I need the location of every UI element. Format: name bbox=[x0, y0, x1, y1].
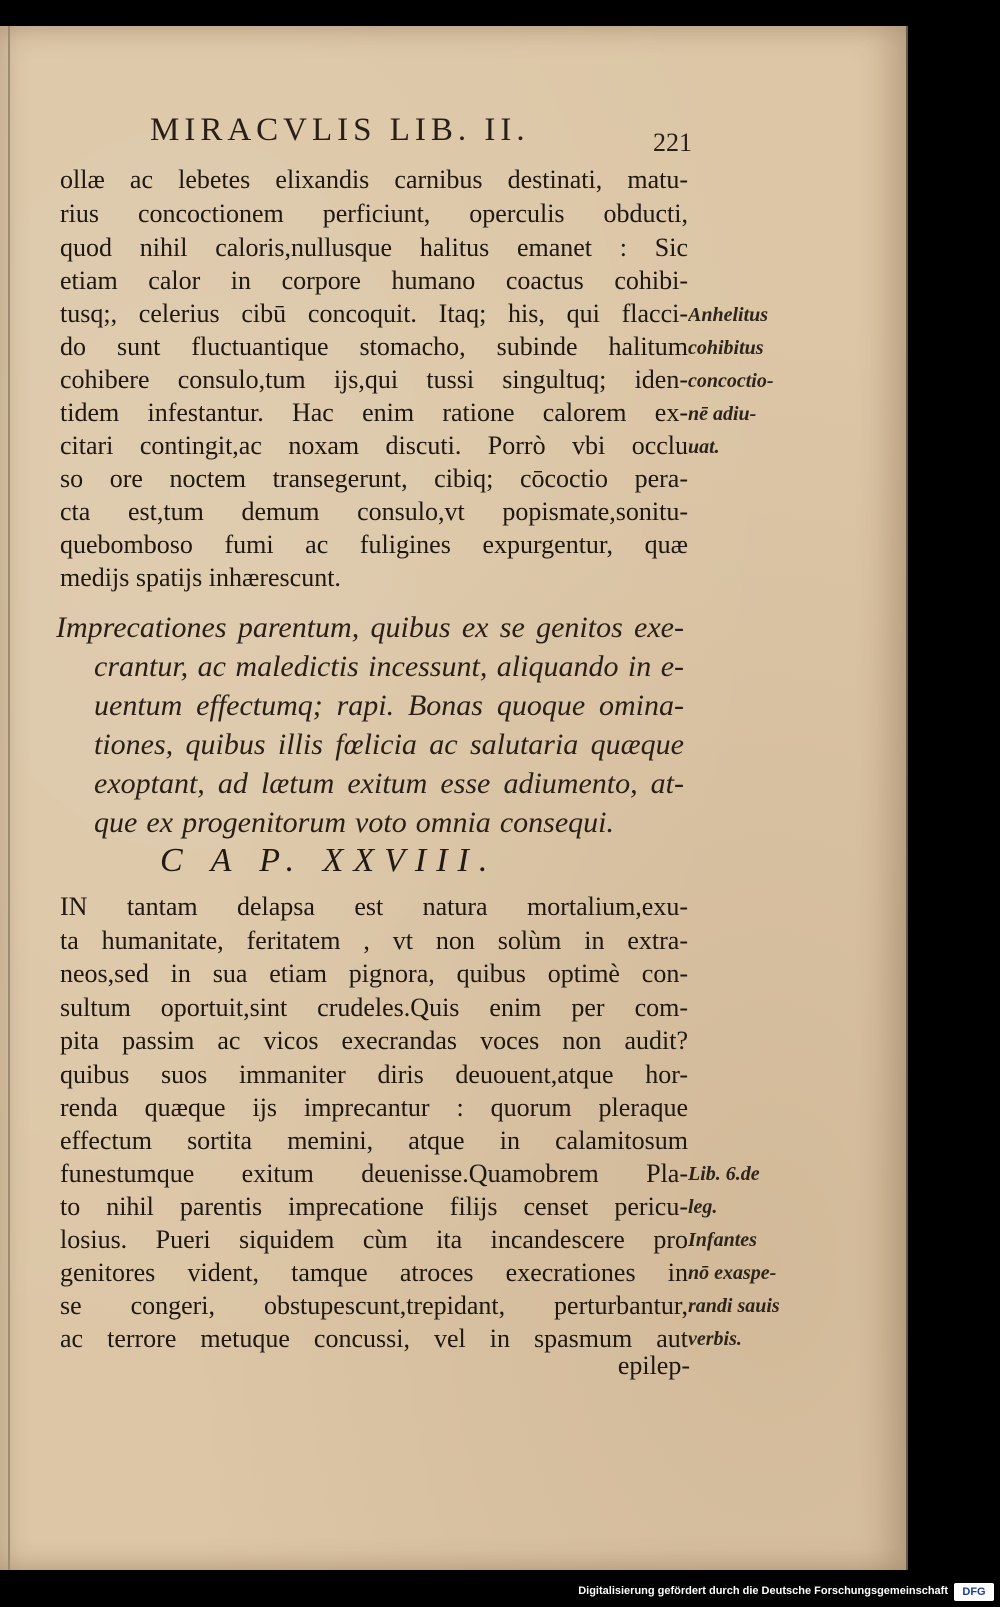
body-line: quibus suos immaniter diris deuouent,atque hor- bbox=[60, 1060, 688, 1089]
margin-note: Infantes bbox=[688, 1229, 757, 1251]
margin-note: leg. bbox=[688, 1196, 718, 1218]
margin-note: concoctio- bbox=[688, 370, 774, 392]
margin-note: uat. bbox=[688, 436, 720, 458]
margin-note: Anhelitus bbox=[688, 304, 769, 326]
summary-line: uentum effectumq; rapi. Bonas quoque omina- bbox=[94, 689, 684, 722]
body-line: IN tantam delapsa est natura mortalium,exu- bbox=[60, 892, 688, 921]
margin-note: randi sauis bbox=[688, 1295, 780, 1317]
body-line: do sunt fluctuantique stomacho, subinde halitum bbox=[60, 332, 688, 361]
body-line: funestumque exitum deuenisse.Quamobrem Pla- bbox=[60, 1159, 688, 1188]
summary-line: Imprecationes parentum, quibus ex se genitos exe- bbox=[56, 611, 684, 644]
body-line: ta humanitate, feritatem , vt non solùm in extra- bbox=[60, 926, 688, 955]
margin-note: nē adiu- bbox=[688, 403, 757, 425]
body-line: effectum sortita memini, atque in calamitosum bbox=[60, 1126, 688, 1155]
margin-note: nō exaspe- bbox=[688, 1262, 777, 1284]
running-head: MIRACVLIS LIB. II. bbox=[150, 112, 530, 148]
body-line: tidem infestantur. Hac enim ratione calorem ex- bbox=[60, 398, 688, 427]
page-fold-line bbox=[8, 26, 10, 1570]
body-line: pita passim ac vicos execrandas voces non audit? bbox=[60, 1026, 688, 1055]
margin-note: verbis. bbox=[688, 1328, 742, 1350]
body-line: renda quæque ijs imprecantur : quorum pleraque bbox=[60, 1093, 688, 1122]
body-line: tusq;, celerius cibū concoquit. Itaq; his, qui flacci- bbox=[60, 299, 688, 328]
body-line: quod nihil caloris,nullusque halitus emanet : Sic bbox=[60, 233, 688, 262]
body-line: ollæ ac lebetes elixandis carnibus destinati, matu- bbox=[60, 165, 688, 194]
chapter-heading: C A P. XXVIII. bbox=[160, 842, 498, 879]
summary-line: que ex progenitorum voto omnia consequi. bbox=[94, 806, 614, 839]
margin-note: Lib. 6.de bbox=[688, 1163, 760, 1185]
body-line: genitores vident, tamque atroces execrationes in bbox=[60, 1258, 688, 1287]
body-line: se congeri, obstupescunt,trepidant, perturbantur, bbox=[60, 1291, 688, 1320]
body-line: quebomboso fumi ac fuligines expurgentur, quæ bbox=[60, 530, 688, 559]
summary-line: exoptant, ad lætum exitum esse adiumento, at- bbox=[94, 767, 684, 800]
body-line: rius concoctionem perficiunt, operculis obducti, bbox=[60, 199, 688, 228]
catchword: epilep- bbox=[617, 1351, 690, 1380]
summary-line: crantur, ac maledictis incessunt, aliquando in e- bbox=[94, 650, 684, 683]
body-line: to nihil parentis imprecatione filijs censet pericu- bbox=[60, 1192, 688, 1221]
body-line: so ore noctem transegerunt, cibiq; cōcoctio pera- bbox=[60, 464, 688, 493]
body-line: losius. Pueri siquidem cùm ita incandescere pro bbox=[60, 1225, 688, 1254]
folio-number: 221 bbox=[653, 128, 692, 157]
body-line: ac terrore metuque concussi, vel in spasmum aut bbox=[60, 1324, 688, 1353]
body-line: cta est,tum demum consulo,vt popismate,sonitu- bbox=[60, 497, 688, 526]
body-line: cohibere consulo,tum ijs,qui tussi singultuq; iden- bbox=[60, 365, 688, 394]
body-line: neos,sed in sua etiam pignora, quibus optimè con- bbox=[60, 959, 688, 988]
body-line: etiam calor in corpore humano coactus cohibi- bbox=[60, 266, 688, 295]
margin-note: cohibitus bbox=[688, 337, 764, 359]
dfg-logo: DFG bbox=[954, 1583, 994, 1601]
digitization-credit: Digitalisierung gefördert durch die Deutsche Forschungsgemeinschaft bbox=[578, 1585, 948, 1597]
summary-line: tiones, quibus illis fœlicia ac salutaria quæque bbox=[94, 728, 684, 761]
body-line: citari contingit,ac noxam discuti. Porrò vbi occlu bbox=[60, 431, 688, 460]
body-line: sultum oportuit,sint crudeles.Quis enim per com- bbox=[60, 993, 688, 1022]
body-line: medijs spatijs inhærescunt. bbox=[60, 563, 341, 592]
